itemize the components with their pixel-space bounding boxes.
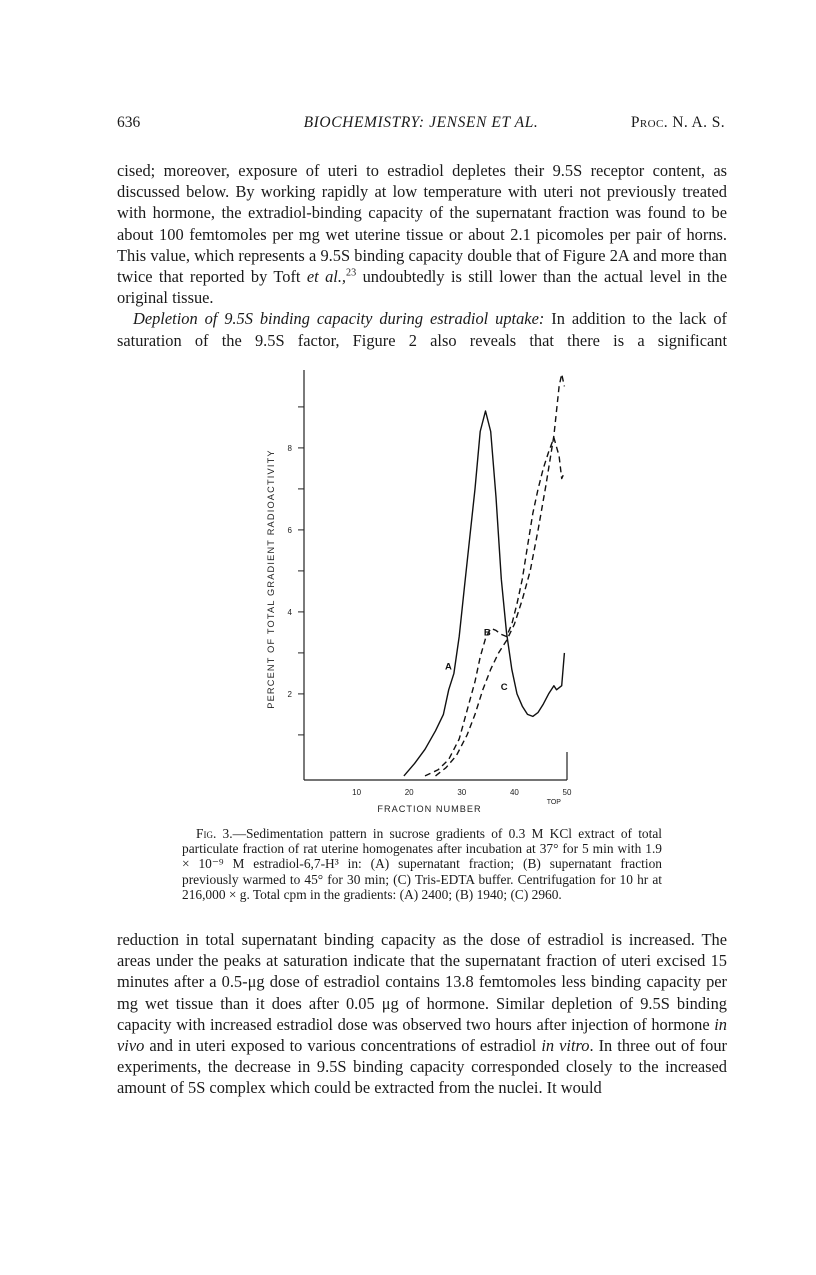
x-tick-label: 50 [562,788,572,797]
y-tick-label: 6 [287,525,292,535]
paragraph-binding-reduction: reduction in total supernatant binding capacity as the dose of estradiol is increased. The areas under the peaks at saturation indicate that the supernatant fraction of uteri excised 15 minutes after a 0.5-μg dose of estradiol contains 13.8 femtomoles less binding capacity per mg wet tissue than it does after 0.05 μg of hormone. Similar depletion of 9.5S binding capacity with increased estradiol dose was observed two hours after injection of hormone in vivo and in uteri exposed to various concentrations of estradiol in vitro. In three out of four experiments, the decrease in 9.5S binding capacity corresponded closely to the increased amount of 5S complex which could be extracted from the nuclei. It would [117,930,728,1098]
x-tick-label: 30 [457,788,467,797]
curve-label-a: A [444,661,452,673]
paragraph-receptor-content: cised; moreover, exposure of uteri to estradiol depletes their 9.5S receptor content, as discussed below. By working rapidly at low temperature with uteri not previously treated with hormone, the extradiol-binding capacity of the supernatant fraction was found to be about 100 femtomoles per mg wet uterine tissue or about 2.1 picomoles per pair of horns. This value, which represents a 9.5S binding capacity double that of Figure 2A and more than twice that reported by Toft et al.,$^{23}$ undoubtedly is still lower than the actual level in the original tissue. [117,161,728,308]
figure-3-chart [262,362,582,822]
curve-label-b: B [483,627,491,639]
running-title: BIOCHEMISTRY: JENSEN ET AL. [303,114,539,131]
y-tick-label: 4 [287,607,292,617]
y-axis-label: PERCENT OF TOTAL GRADIENT RADIOACTIVITY [266,449,276,709]
x-tick-label: 40 [509,788,519,797]
x-tick-label: 20 [404,788,414,797]
body-paragraph-top [117,160,727,351]
caption-label: Fig. 3. [196,826,233,841]
series-line-a [404,411,565,776]
x-tick-label: 10 [352,788,362,797]
x-axis-label: FRACTION NUMBER [377,804,482,814]
body-paragraph-bottom [117,929,727,1099]
running-header [117,114,725,136]
figure-caption [182,826,662,902]
y-tick-label: 8 [287,443,292,453]
curve-label-c: C [500,681,508,693]
paragraph-depletion: Depletion of 9.5S binding capacity during estradiol uptake: In addition to the lack of saturation of the 9.5S factor, Figure 2 also reveals that there is a significant [117,309,728,350]
page-number: 636 [117,114,141,131]
series-line-c [436,374,565,776]
sedimentation-chart [262,362,582,822]
reference-superscript: 23 [346,267,357,279]
x-axis-top-label: TOP [546,799,561,806]
caption-text: —Sedimentation pattern in sucrose gradients of 0.3 M KCl extract of total particulate fraction of rat uterine homogenates after incubation at 37° for 5 min with 1.9 × 10⁻⁹ M estradiol-6,7-H³ in: (A) supernatant fraction; (B) supernatant fraction previously warmed to 45° for 30 min; (C) Tris-EDTA buffer. Centrifugation for 10 hr at 216,000 × g. Total cpm in the gradients: (A) 2400; (B) 1940; (C) 2960. [182,826,662,902]
section-heading: Depletion of 9.5S binding capacity during estradiol uptake: [133,309,545,329]
journal-name: Proc. N. A. S. [630,114,725,131]
y-tick-label: 2 [287,689,292,699]
